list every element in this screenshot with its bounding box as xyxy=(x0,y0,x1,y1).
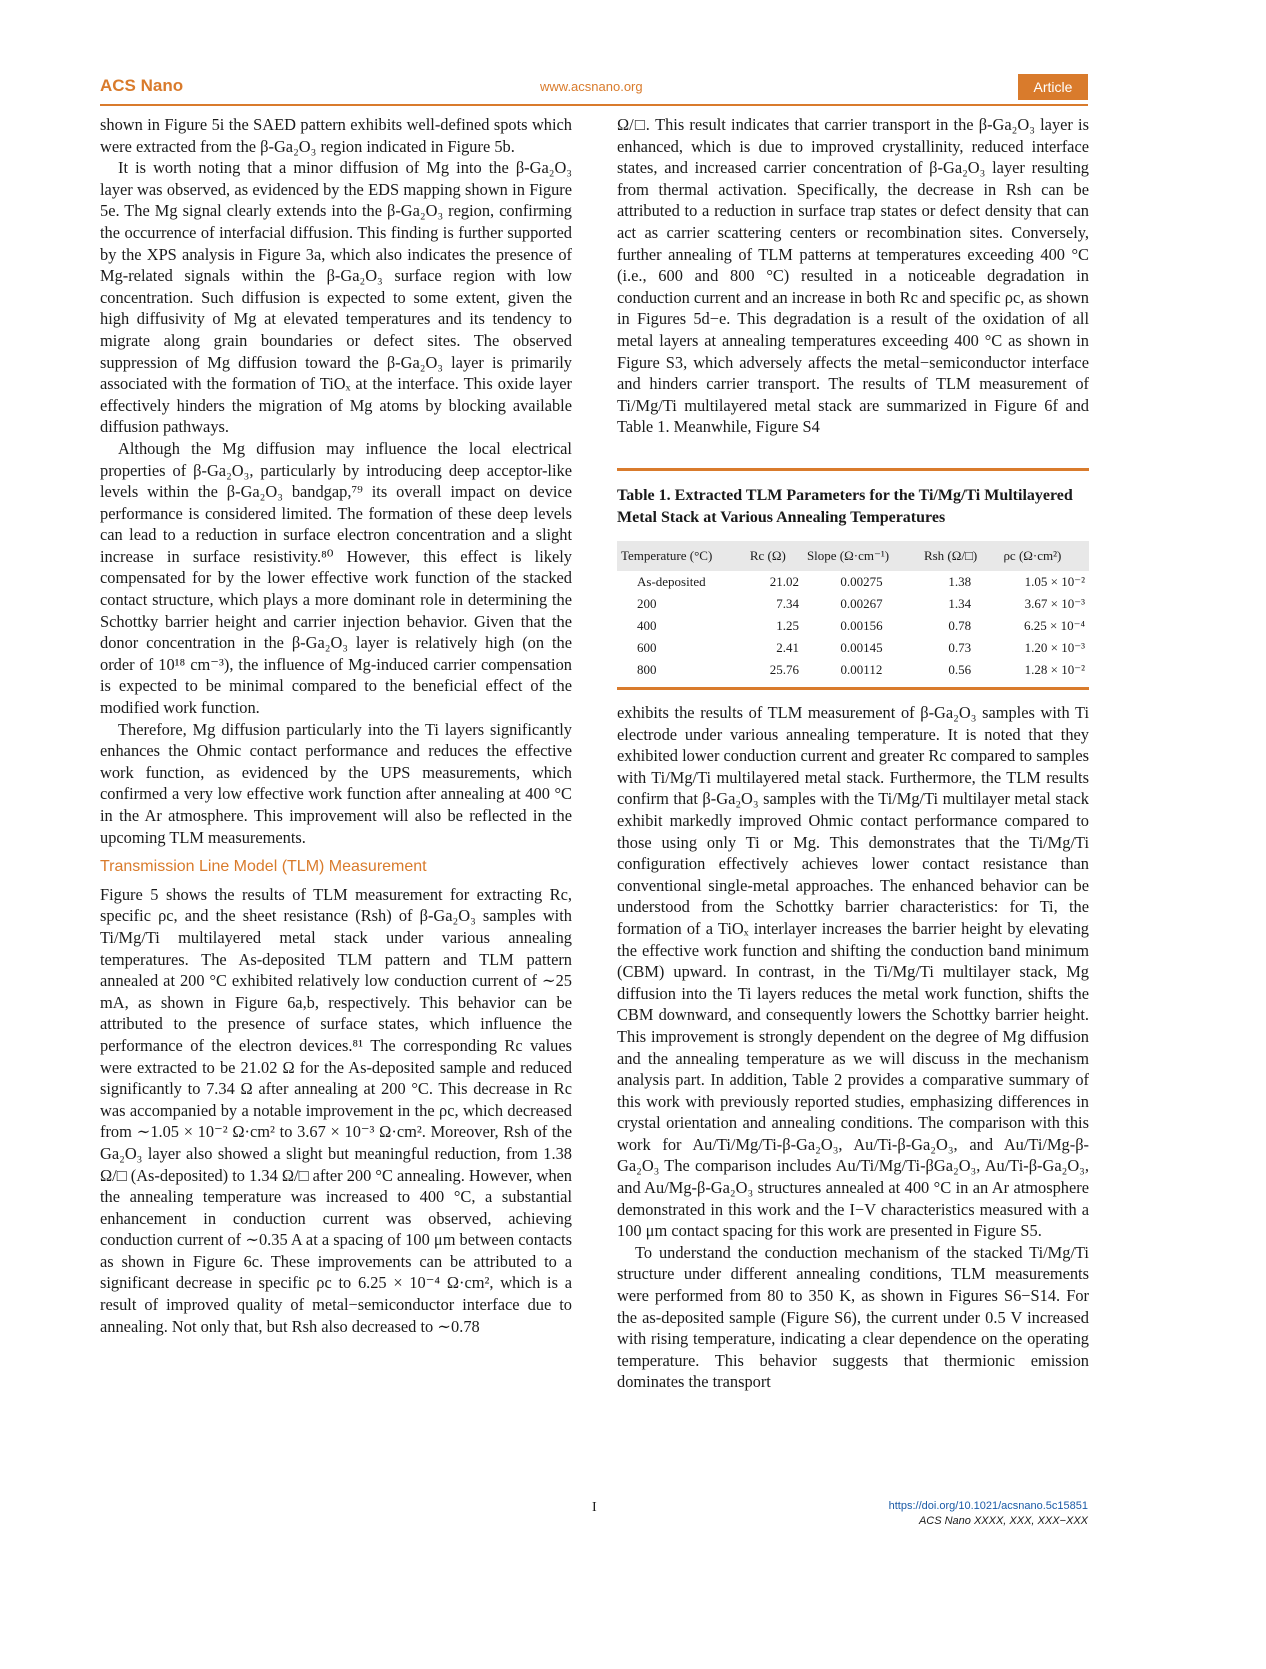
cell-rsh: 1.34 xyxy=(948,596,972,611)
cell-rhoc: 6.25 × 10⁻⁴ xyxy=(1024,618,1085,633)
cell-temperature: 800 xyxy=(637,662,657,677)
column-header: Rc (Ω) xyxy=(749,548,786,563)
column-header: Slope (Ω·cm⁻¹) xyxy=(806,548,890,563)
right-column-top xyxy=(617,114,1089,438)
footer-citation xyxy=(889,1499,1088,1529)
cell-slope: 0.00156 xyxy=(840,618,883,633)
cell-slope: 0.00267 xyxy=(840,596,883,611)
column-header: Temperature (°C) xyxy=(621,548,713,563)
paragraph: It is worth noting that a minor diffusion of Mg into the β-Ga₂O₃ layer was observed, as evidenced by the EDS mapping shown in Figure 5e. The Mg signal clearly extends into the β-Ga₂O₃ region, confirming the occurrence of interfacial diffusion. This finding is further supported by the XPS analysis in Figure 3a, which also indicates the presence of Mg-related signals within the β-Ga₂O₃ surface region with low concentration. Such diffusion is expected to some extent, given the high diffusivity of Mg at elevated temperatures and its tendency to migrate along grain boundaries or defect sites. The observed suppression of Mg diffusion toward the β-Ga₂O₃ layer is primarily associated with the formation of TiOₓ at the interface. This oxide layer effectively hinders the migration of Mg atoms by blocking available diffusion pathways. xyxy=(100,158,572,437)
right-column-bottom xyxy=(617,702,1089,1393)
table-row xyxy=(617,571,1089,593)
paragraph: To understand the conduction mechanism of the stacked Ti/Mg/Ti structure under different annealing conditions, TLM measurements were performed from 80 to 350 K, as shown in Figures S6−S14. For the as-deposited sample (Figure S6), the current under 0.5 V increased with rising temperature, indicating a clear dependence on the operating temperature. This behavior suggests that thermionic emission dominates the transport xyxy=(617,1242,1089,1392)
table-header-row xyxy=(617,541,1089,571)
cell-rhoc: 1.28 × 10⁻² xyxy=(1024,662,1085,677)
cell-rhoc: 3.67 × 10⁻³ xyxy=(1024,596,1085,611)
journal-website-link[interactable]: www.acsnano.org xyxy=(540,79,643,94)
cell-rsh: 0.78 xyxy=(948,618,972,633)
cell-rsh: 0.73 xyxy=(948,640,972,655)
section-heading: Transmission Line Model (TLM) Measurement xyxy=(100,858,427,876)
table-bottom-rule xyxy=(617,687,1089,690)
cell-slope: 0.00145 xyxy=(840,640,883,655)
cell-rc: 7.34 xyxy=(776,596,799,611)
cell-temperature: 400 xyxy=(637,618,657,633)
cell-rc: 21.02 xyxy=(769,574,799,589)
table-row xyxy=(617,637,1089,659)
paragraph: Therefore, Mg diffusion particularly into the Ti layers significantly enhances the Ohmic contact performance and reduces the effective work function, as evidenced by the UPS measurements, which confirmed a very low effective work function after annealing at 400 °C in the Ar atmosphere. This improvement will also be reflected in the upcoming TLM measurements. xyxy=(100,719,572,847)
cell-rsh: 0.56 xyxy=(948,662,972,677)
left-column xyxy=(100,114,572,1337)
table-row xyxy=(617,593,1089,615)
paragraph: Figure 5 shows the results of TLM measurement for extracting Rc, specific ρc, and the sheet resistance (Rsh) of β-Ga₂O₃ samples with Ti/Mg/Ti multilayered metal stack under various annealing temperatures. The As-deposited TLM pattern and TLM pattern annealed at 200 °C exhibited relatively low conduction current of ∼25 mA, as shown in Figure 6a,b, respectively. This behavior can be attributed to the presence of surface states, which influence the performance of the electron devices.⁸¹ The corresponding Rc values were extracted to be 21.02 Ω for the As-deposited sample and reduced significantly to 7.34 Ω after annealing at 200 °C. This decrease in Rc was accompanied by a notable improvement in the ρc, which decreased from ∼1.05 × 10⁻² Ω·cm² to 3.67 × 10⁻³ Ω·cm². Moreover, Rsh of the Ga₂O₃ layer also showed a slight but meaningful reduction, from 1.38 Ω/□ (As-deposited) to 1.34 Ω/□ after 200 °C annealing. However, when the annealing temperature was increased to 400 °C, a substantial enhancement in conduction current was observed, achieving conduction current of ∼0.35 A at a spacing of 100 μm between contacts as shown in Figure 6c. These improvements can be attributed to a significant decrease in specific ρc to 6.25 × 10⁻⁴ Ω·cm², which is a result of improved quality of metal−semiconductor interface due to annealing. Not only that, but Rsh also decreased to ∼0.78 xyxy=(100,884,573,1336)
column-header: Rsh (Ω/□) xyxy=(923,548,978,563)
cell-temperature: As-deposited xyxy=(637,574,706,589)
column-header: ρc (Ω·cm²) xyxy=(1003,548,1062,563)
citation-line: ACS Nano XXXX, XXX, XXX−XXX xyxy=(918,1515,1088,1527)
doi-link[interactable]: https://doi.org/10.1021/acsnano.5c15851 xyxy=(888,1500,1088,1512)
running-header xyxy=(100,76,1088,106)
table-caption: Table 1. Extracted TLM Parameters for the Ti/Mg/Ti Multilayered Metal Stack at Various Annealing Temperatures xyxy=(617,487,1073,526)
cell-temperature: 200 xyxy=(637,596,657,611)
cell-rc: 25.76 xyxy=(769,662,799,677)
paragraph: Ω/□. This result indicates that carrier transport in the β-Ga₂O₃ layer is enhanced, which is due to improved crystallinity, reduced interface states, and increased carrier concentration of β-Ga₂O₃ layer resulting from thermal activation. Specifically, the decrease in Rsh can be attributed to a reduction in surface trap states or defect density that can act as carrier scattering centers or recombination sites. Conversely, further annealing of TLM patterns at temperatures exceeding 400 °C (i.e., 600 and 800 °C) resulted in a noticeable degradation in conduction current and an increase in both Rc and specific ρc, as shown in Figures 5d−e. This degradation is a result of the oxidation of all metal layers at annealing temperatures exceeding 400 °C as shown in Figure S3, which adversely affects the metal−semiconductor interface and hinders carrier transport. The results of TLM measurement of Ti/Mg/Ti multilayered metal stack are summarized in Figure 6f and Table 1. Meanwhile, Figure S4 xyxy=(617,115,1089,437)
table-row xyxy=(617,659,1089,681)
cell-slope: 0.00112 xyxy=(840,662,883,677)
journal-name: ACS Nano xyxy=(100,76,184,95)
cell-rhoc: 1.20 × 10⁻³ xyxy=(1024,640,1085,655)
cell-rhoc: 1.05 × 10⁻² xyxy=(1024,574,1085,589)
cell-slope: 0.00275 xyxy=(840,574,883,589)
paragraph: exhibits the results of TLM measurement of β-Ga₂O₃ samples with Ti electrode under various annealing temperature. It is noted that they exhibited lower conduction current and greater Rc compared to samples with Ti/Mg/Ti multilayered metal stack. Furthermore, the TLM results confirm that β-Ga₂O₃ samples with the Ti/Mg/Ti multilayer metal stack exhibit markedly improved Ohmic contact performance compared to those using only Ti or Mg. This demonstrates that the Ti/Mg/Ti configuration effectively achieves lower contact resistance than conventional single-metal approaches. The enhanced behavior can be understood from the Schottky barrier characteristics: for Ti, the formation of a TiOₓ interlayer increases the barrier height by elevating the effective work function and shifting the conduction band minimum (CBM) upward. In contrast, in the Ti/Mg/Ti multilayer stack, Mg diffusion into the Ti layers reduces the metal work function, shifts the CBM downward, and consequently lowers the Schottky barrier height. This improvement is strongly dependent on the degree of Mg diffusion and the annealing temperature as we will discuss in the mechanism analysis part. In addition, Table 2 provides a comparative summary of this work with previously reported studies, emphasizing differences in crystal orientation and annealing conditions. The comparison with this work for Au/Ti/Mg/Ti-β-Ga₂O₃, Au/Ti-β-Ga₂O₃, and Au/Ti/Mg-β-Ga₂O₃ The comparison includes Au/Ti/Mg/Ti-βGa₂O₃, Au/Ti-β-Ga₂O₃, and Au/Mg-β-Ga₂O₃ structures annealed at 400 °C in an Ar atmosphere demonstrated in this work and the I−V characteristics measured with a 100 μm contact spacing for this work are presented in Figure S5. xyxy=(617,703,1089,1241)
cell-temperature: 600 xyxy=(637,640,657,655)
article-type-badge: Article xyxy=(1018,74,1088,100)
table-1 xyxy=(617,468,1089,690)
cell-rc: 1.25 xyxy=(776,618,799,633)
paragraph: Although the Mg diffusion may influence the local electrical properties of β-Ga₂O₃, particularly by introducing deep acceptor-like levels within the β-Ga₂O₃ bandgap,⁷⁹ its overall impact on device performance is considered limited. The formation of these deep levels can lead to a reduction in surface electron concentration and a slight increase in surface resistivity.⁸⁰ However, this effect is likely compensated for by the lower effective work function of the stacked contact structure, which plays a more dominant role in determining the Schottky barrier height and carrier injection behavior. Given that the donor concentration in the β-Ga₂O₃ layer is relatively high (on the order of 10¹⁸ cm⁻³), the influence of Mg-induced carrier compensation is expected to be minimal compared to the beneficial effect of the modified work function. xyxy=(100,438,572,718)
table-top-rule xyxy=(617,468,1089,471)
tlm-parameters-table xyxy=(617,541,1089,681)
paragraph: shown in Figure 5i the SAED pattern exhibits well-defined spots which were extracted from the β-Ga₂O₃ region indicated in Figure 5b. xyxy=(100,115,572,156)
table-row xyxy=(617,615,1089,637)
page-number: I xyxy=(592,1500,597,1515)
cell-rsh: 1.38 xyxy=(948,574,972,589)
cell-rc: 2.41 xyxy=(776,640,799,655)
